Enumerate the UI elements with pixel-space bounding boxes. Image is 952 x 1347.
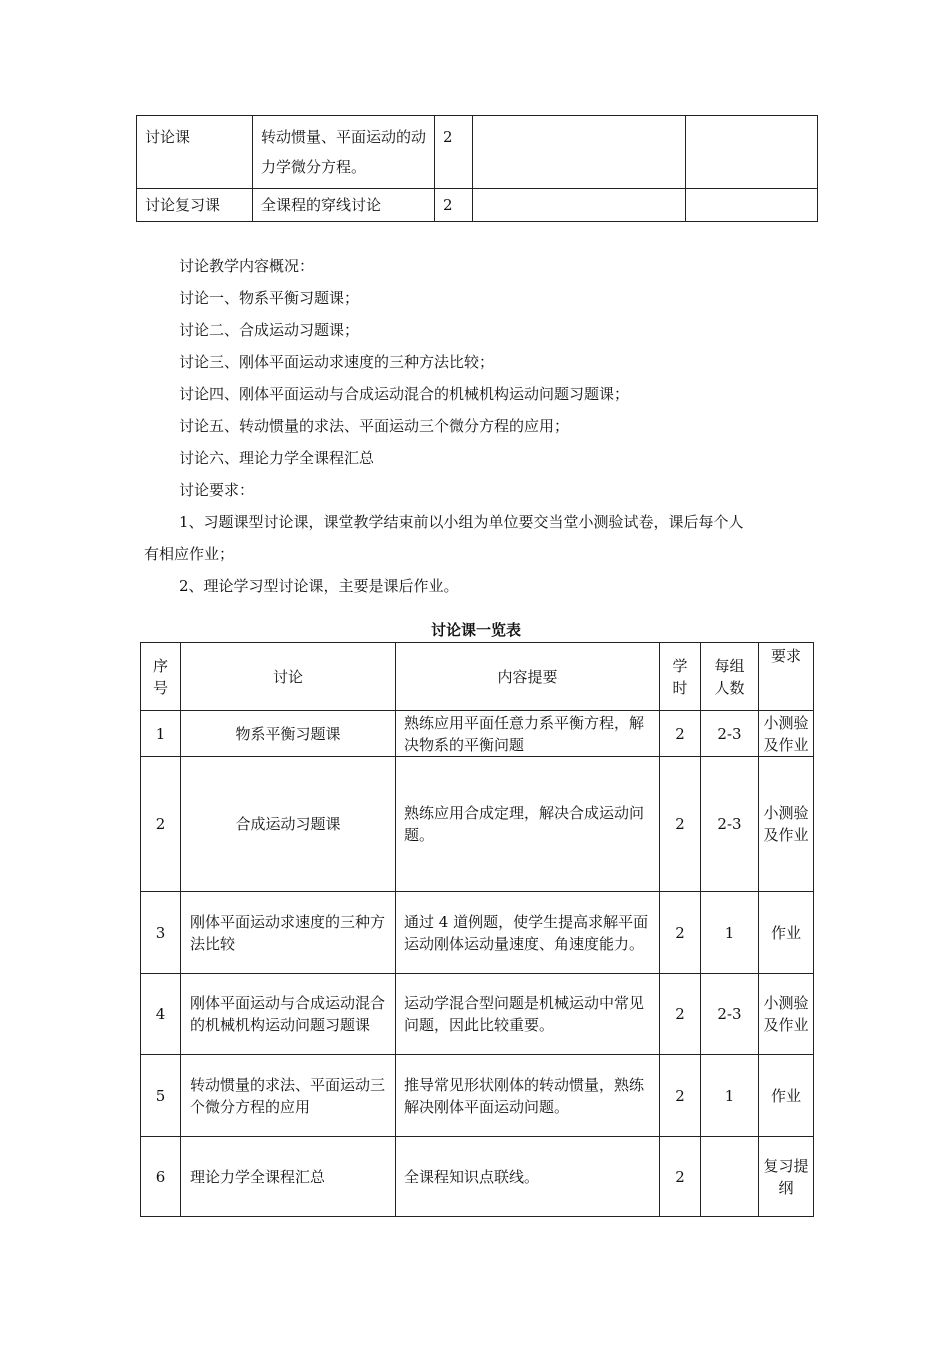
row-no: 4 (141, 974, 181, 1055)
row-no: 5 (141, 1055, 181, 1137)
header-topic: 讨论 (181, 643, 396, 711)
row-content: 通过 4 道例题，使学生提高求解平面运动刚体运动量速度、角速度能力。 (396, 892, 660, 974)
overview-item: 讨论一、物系平衡习题课； (179, 289, 360, 307)
row-hours: 2 (660, 711, 701, 757)
table-row (137, 116, 818, 189)
header-content: 内容提要 (396, 643, 660, 711)
row-topic: 刚体平面运动与合成运动混合的机械机构运动问题习题课 (181, 974, 396, 1055)
row-topic: 理论力学全课程汇总 (181, 1137, 396, 1217)
row-group: 2-3 (701, 974, 759, 1055)
row-topic: 合成运动习题课 (181, 757, 396, 892)
row-content: 全课程知识点联线。 (396, 1137, 660, 1217)
overview-item: 讨论五、转动惯量的求法、平面运动三个微分方程的应用； (179, 417, 570, 435)
header-hours: 学时 (660, 643, 701, 711)
table-title: 讨论课一览表 (430, 621, 521, 639)
content-cell: 全课程的穿线讨论 (253, 189, 435, 222)
table-row (141, 1137, 814, 1217)
requirement-2: 2、理论学习型讨论课，主要是课后作业。 (179, 577, 459, 595)
empty-cell (473, 189, 686, 222)
row-req: 小测验及作业 (759, 974, 814, 1055)
requirements-heading: 讨论要求： (179, 481, 255, 499)
overview-item: 讨论六、理论力学全课程汇总 (179, 449, 375, 467)
row-topic: 刚体平面运动求速度的三种方法比较 (181, 892, 396, 974)
row-content: 熟练应用合成定理，解决合成运动问题。 (396, 757, 660, 892)
header-no: 序号 (141, 643, 181, 711)
discussion-table (140, 642, 814, 1217)
table-row (141, 711, 814, 757)
row-content: 推导常见形状刚体的转动惯量，熟练解决刚体平面运动问题。 (396, 1055, 660, 1137)
requirement-1: 1、习题课型讨论课，课堂教学结束前以小组为单位要交当堂小测验试卷，课后每个人 (179, 513, 744, 531)
row-req: 小测验及作业 (759, 757, 814, 892)
top-schedule-table (136, 115, 818, 222)
row-group: 2-3 (701, 711, 759, 757)
empty-cell (686, 189, 818, 222)
row-content: 熟练应用平面任意力系平衡方程，解决物系的平衡问题 (396, 711, 660, 757)
overview-item: 讨论二、合成运动习题课； (179, 321, 360, 339)
row-no: 2 (141, 757, 181, 892)
table-row (141, 974, 814, 1055)
row-group: 2-3 (701, 757, 759, 892)
table-row (141, 892, 814, 974)
row-no: 1 (141, 711, 181, 757)
row-group: 1 (701, 1055, 759, 1137)
type-cell: 讨论复习课 (137, 189, 253, 222)
empty-cell (686, 116, 818, 189)
table-row (137, 189, 818, 222)
header-group: 每组人数 (701, 643, 759, 711)
overview-item: 讨论四、刚体平面运动与合成运动混合的机械机构运动问题习题课； (179, 385, 630, 403)
row-hours: 2 (660, 974, 701, 1055)
header-row (141, 643, 814, 711)
row-req: 小测验及作业 (759, 711, 814, 757)
header-req: 要求 (759, 643, 814, 711)
empty-cell (473, 116, 686, 189)
row-req: 作业 (759, 892, 814, 974)
row-hours: 2 (660, 757, 701, 892)
overview-heading: 讨论教学内容概况： (179, 257, 315, 275)
type-cell: 讨论课 (137, 116, 253, 189)
hours-cell: 2 (435, 189, 473, 222)
row-hours: 2 (660, 1137, 701, 1217)
hours-cell: 2 (435, 116, 473, 189)
table-row (141, 1055, 814, 1137)
row-no: 6 (141, 1137, 181, 1217)
row-hours: 2 (660, 892, 701, 974)
row-topic: 转动惯量的求法、平面运动三个微分方程的应用 (181, 1055, 396, 1137)
requirement-1-cont: 有相应作业； (144, 545, 235, 563)
row-group (701, 1137, 759, 1217)
row-req: 复习提纲 (759, 1137, 814, 1217)
row-topic: 物系平衡习题课 (181, 711, 396, 757)
table-row (141, 757, 814, 892)
row-content: 运动学混合型问题是机械运动中常见问题，因此比较重要。 (396, 974, 660, 1055)
content-cell: 转动惯量、平面运动的动力学微分方程。 (253, 116, 435, 189)
row-no: 3 (141, 892, 181, 974)
row-req: 作业 (759, 1055, 814, 1137)
row-hours: 2 (660, 1055, 701, 1137)
overview-item: 讨论三、刚体平面运动求速度的三种方法比较； (179, 353, 495, 371)
row-group: 1 (701, 892, 759, 974)
